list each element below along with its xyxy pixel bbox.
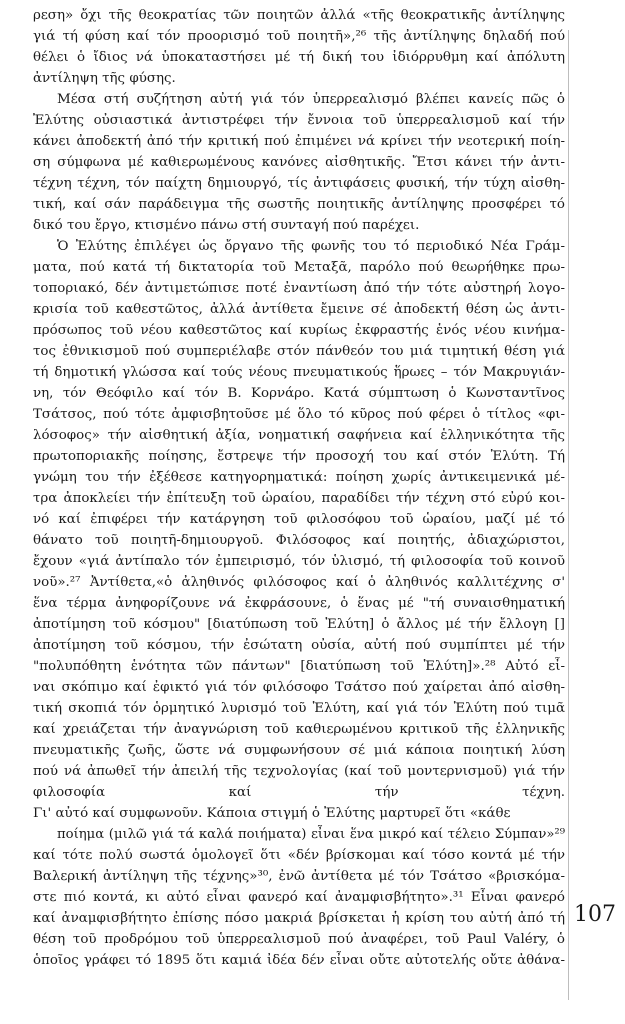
text-line: νό καί ἐπιφέρει τήν κατάργηση τοῦ φιλοσόφου τοῦ ὡραίου, μαζί μέ τό: [33, 512, 565, 527]
text-line: τέχνη τέχνη, τόν παίχτη δημιουργό, τίς ἀντιφάσεις φυσική, τήν τύχη αἰσθη-: [33, 176, 565, 191]
text-line: ἔχουν «γιά ἀντίπαλο τόν ἐμπειρισμό, τόν ὑλισμό, τή φιλοσοφία τοῦ κοινοῦ: [33, 554, 565, 569]
text-line: τική σκοπιά τόν ὁρμητικό λυρισμό τοῦ Ἐλύτη, καί γιά τόν Ἐλύτη πού τιμᾶ: [33, 701, 565, 716]
text-line: νη, τόν Θεόφιλο καί τόν Β. Κορνάρο. Κατά σύμπτωση ὁ Κωνσταντῖνος: [33, 386, 565, 401]
text-line: Ὁ Ἐλύτης ἐπιλέγει ὡς ὄργανο τῆς φωνῆς του τό περιοδικό Νέα Γράμ-: [57, 239, 565, 254]
text-line: θέλει ὁ ἴδιος νά ὑποκαταστήσει μέ τή δική του ἰδιόρρυθμη καί ἀπόλυτη: [33, 50, 565, 65]
text-line: Ἐλύτης οὐσιαστικά ἀντιστρέφει τήν ἔννοια τοῦ ὑπερρεαλισμοῦ καί τήν: [33, 113, 565, 128]
text-line: γνώμη του τήν ἐξέθεσε κατηγορηματικά: ποίηση χωρίς ἀντικειμενικά μέ-: [33, 470, 565, 485]
text-line: ἀποτίμηση τοῦ κόσμου, τήν ἐσώτατη οὐσία, αὐτή πού συμπίπτει μέ τήν: [33, 638, 565, 653]
text-line: Βαλερική ἀντίληψη τῆς τέχνης»³⁰, ἐνῶ ἀντίθετα μέ τόν Τσάτσο «βρισκόμα-: [33, 869, 565, 884]
text-line: Γι' αὐτό καί συμφωνοῦν. Κάποια στιγμή ὁ Ἐλύτης μαρτυρεῖ ὅτι «κάθε: [33, 806, 511, 821]
text-line: φιλοσοφία καί τήν τέχνη.: [33, 785, 565, 800]
text-line: κρισία τοῦ καθεστῶτος, ἀλλά ἀντίθετα ἔμεινε σέ ἀποδεκτή θέση ὡς ἀντι-: [33, 302, 565, 317]
text-line: Μέσα στή συζήτηση αὐτή γιά τόν ὑπερρεαλισμό βλέπει κανείς πῶς ὁ: [57, 92, 565, 107]
text-line: ματα, πού κατά τή δικτατορία τοῦ Μεταξᾶ, παρόλο πού θεωρήθηκε πρω-: [33, 260, 565, 275]
text-line: τος ἐθνικισμοῦ πού συμπεριέλαβε στόν πάνθεόν του μιά τιμητική θέση γιά: [33, 344, 565, 359]
text-line: τή δημοτική γλώσσα καί τούς νέους πνευματικούς ἥρωες – τόν Μακρυγιάν-: [33, 365, 565, 380]
text-line: πρόσωπος τοῦ νέου καθεστῶτος καί κυρίως ἐκφραστής ἑνός νέου κινήμα-: [33, 323, 565, 338]
text-line: δικό του ἔργο, κτισμένο πάνω στή συνταγή πού παρέχει.: [33, 218, 420, 233]
text-line: ση σύμφωνα μέ καθιερωμένους κανόνες αἰσθητικῆς. Ἔτσι κάνει τήν ἀντι-: [33, 155, 565, 170]
text-line: ἕνα τέρμα ἀνηφορίζουνε νά ἐκφράσουνε, ὁ ἕνας μέ "τή συναισθηματική: [33, 596, 565, 611]
page-edge-line: [568, 30, 569, 1000]
text-line: νοῦ».²⁷ Ἀντίθετα,«ὁ ἀληθινός φιλόσοφος καί ὁ ἀληθινός καλλιτέχνης σ': [33, 575, 565, 590]
text-line: ρεση» ὄχι τῆς θεοκρατίας τῶν ποιητῶν ἀλλά «τῆς θεοκρατικῆς ἀντίληψης: [33, 8, 565, 23]
text-line: γιά τή φύση καί τόν προορισμό τοῦ ποιητῆ»,²⁶ τῆς ἀντίληψης δηλαδή πού: [33, 29, 565, 44]
text-line: πνευματικῆς ζωῆς, ὥστε νά συμφωνήσουν σέ μιά κάποια ποιητική λύση: [33, 743, 565, 758]
text-line: τοποριακό, δέν ἀντιμετώπισε ποτέ ἐναντίωση ἀπό τήν τότε αὐστηρή λογο-: [33, 281, 565, 296]
text-line: ἀποτίμηση τοῦ κόσμου" [διατύπωση τοῦ Ἐλύτη] ὁ ἄλλος μέ τήν ἔλλογη []: [33, 617, 565, 632]
text-line: καί χρειάζεται τήν ἀναγνώριση τοῦ καθιερωμένου κριτικοῦ τῆς ἑλληνικῆς: [33, 722, 565, 737]
text-line: θέση τοῦ προδρόμου τοῦ ὑπερρεαλισμοῦ πού ἀναφέρει, τοῦ Paul Valéry, ὁ: [33, 932, 565, 947]
text-line: τική, καί σάν παράδειγμα τῆς σωστῆς ποιητικῆς ἀντίληψης προσφέρει τό: [33, 197, 565, 212]
text-line: στε πιό κοντά, κι αὐτό εἶναι φανερό καί ἀναμφισβήτητο».³¹ Εἶναι φανερό: [33, 890, 565, 905]
text-line: Τσάτσος, πού τότε ἀμφισβητοῦσε μέ ὅλο τό κῦρος πού φέρει ὁ τίτλος «φι-: [33, 407, 565, 422]
text-line: τρα ἀποκλείει τήν ἐπίτευξη τοῦ ὡραίου, παραδίδει τήν τέχνη στό εὐρύ κοι-: [33, 491, 565, 506]
text-line: πρωτοποριακῆς ποίησης, ἔστρεψε τήν προσοχή του καί στόν Ἐλύτη. Τή: [33, 449, 565, 464]
text-line: ναι σκόπιμο καί ἐφικτό γιά τόν φιλόσοφο Τσάτσο πού χαίρεται ἀπό αἰσθη-: [33, 680, 565, 695]
text-line: "πολυπόθητη ἑνότητα τῶν πάντων" [διατύπωση τοῦ Ἐλύτη]».²⁸ Αὐτό εἶ-: [33, 659, 565, 674]
text-line: ποίημα (μιλῶ γιά τά καλά ποιήματα) εἶναι ἕνα μικρό καί τέλειο Σύμπαν»²⁹: [57, 827, 565, 842]
text-line: καί ἀναμφισβήτητο ἐπίσης πόσο μακριά βρίσκεται ἡ κρίση του αὐτή ἀπό τή: [33, 911, 565, 926]
text-line: κάνει ἀποδεκτή ἀπό τήν κριτική πού ἐπιμένει νά κρίνει τήν νεοτερική ποίη-: [33, 134, 565, 149]
text-line: [33, 972, 565, 992]
text-line: ἀντίληψη τῆς φύσης.: [33, 71, 176, 86]
text-line: ὁποῖος γράφει τό 1895 ὅτι καμιά ἰδέα δέν εἶναι οὔτε αὐτοτελής οὔτε ἀθάνα-: [33, 953, 565, 968]
text-line: καί τότε πολύ σωστά ὁμολογεῖ ὅτι «δέν βρίσκομαι καί τόσο κοντά μέ τήν: [33, 848, 565, 863]
text-line: πού νά ἀπωθεῖ τήν ἀπειλή τῆς τεχνολογίας (καί τοῦ μοντερνισμοῦ) γιά τήν: [33, 764, 565, 779]
text-line: λόσοφος» τήν αἰσθητική ἀξία, νοηματική σαφήνεια καί ἑλληνικότητα τῆς: [33, 428, 565, 443]
page-number: 107: [574, 902, 616, 927]
text-line: θάνατο τοῦ ποιητῆ-δημιουργοῦ. Φιλόσοφος καί ποιητής, ἀδιαχώριστοι,: [33, 533, 565, 548]
